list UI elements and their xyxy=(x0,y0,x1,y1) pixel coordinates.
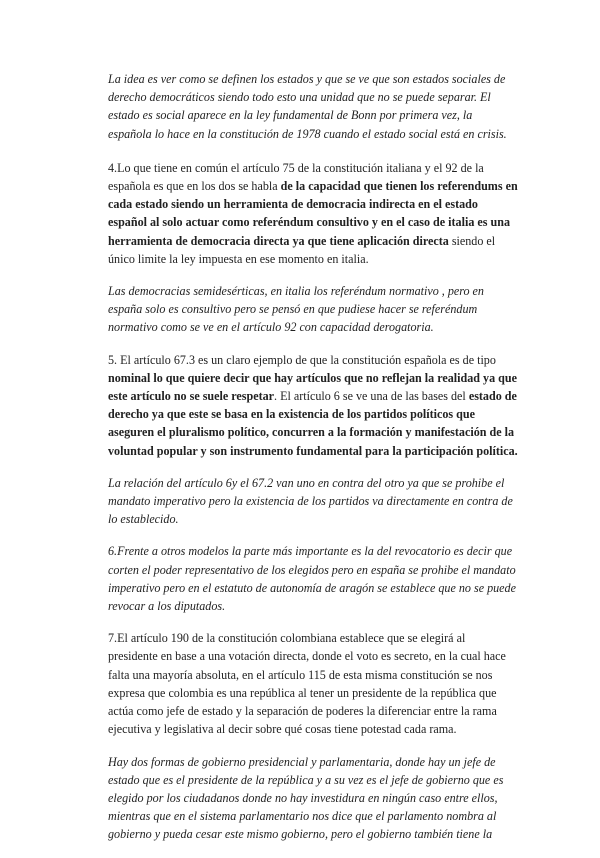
paragraph-bold-text: de la capacidad que tienen los referendums en cada estado siendo un herramienta de democracia indirecta en el estado español al solo actuar como referéndum consultivo y en el caso de italia es una herramienta de democracia directa ya que tiene aplicación directa xyxy=(108,179,518,248)
paragraph-note-7 xyxy=(108,753,518,844)
paragraph-question-5 xyxy=(108,351,518,460)
paragraph-question-6 xyxy=(108,542,518,615)
paragraph-text: 7.El artículo 190 de la constitución colombiana establece que se elegirá al presidente en base a una votación directa, donde el voto es secreto, en la cual hace falta una mayoría absoluta, en el artículo 115 de esta misma constitución se nos expresa que colombia es una república al tener un presidente de la república que actúa como jefe de estado y la separación de poderes la diferenciar entre la rama ejecutiva y legislativa al decir sobre qué cosas tiene potestad cada rama. xyxy=(108,631,506,737)
paragraph-text: Las democracias semidesérticas, en italia los referéndum normativo , pero en españa solo es consultivo pero se pensó en que pudiese hacer se referéndum normativo como se ve en el artículo 92 con capacidad derogatoria. xyxy=(108,284,484,335)
paragraph-text: La relación del artículo 6y el 67.2 van uno en contra del otro ya que se prohibe el mandato imperativo pero la existencia de los partidos va directamente en contra de lo establecido. xyxy=(108,475,513,527)
paragraph-text: siendo el único limite la ley impuesta en ese momento en italia. xyxy=(108,233,496,266)
document-page xyxy=(108,70,518,858)
paragraph-text: Hay dos formas de gobierno presidencial y parlamentaria, donde hay un jefe de estado que es el presidente de la república y a su vez es el jefe de gobierno que es elegido por los ciudadanos donde no hay investidura en ningún caso entre ellos, mientras que en el sistema parlamentario nos dice que el parlamento nombra al gobierno y pueda cesar este mismo gobierno, pero el gobierno también tiene la xyxy=(108,754,504,842)
paragraph-intro xyxy=(108,70,518,143)
paragraph-note-5 xyxy=(108,474,518,529)
paragraph-text: 6.Frente a otros modelos la parte más importante es la del revocatorio es decir que corten el poder representativo de los elegidos pero en españa se prohibe el mandato imperativo pero en el estatuto de autonomía de aragón se establece que no se puede revocar a los diputados. xyxy=(108,544,516,614)
paragraph-text: La idea es ver como se definen los estados y que se ve que son estados sociales de derecho democráticos siendo todo esto una unidad que no se puede separar. El estado es social aparece en la ley fundamental de Bonn por primera vez, la española lo hace en la constitución de 1978 cuando el estado social está en crisis. xyxy=(108,72,507,141)
paragraph-question-4 xyxy=(108,159,518,268)
paragraph-text: 4.Lo que tiene en común el artículo 75 de la constitución italiana y el 92 de la española es que en los dos se habla xyxy=(108,160,484,194)
paragraph-text: . El artículo 6 se ve una de las bases del xyxy=(274,389,469,404)
paragraph-text: 5. El artículo 67.3 es un claro ejemplo de que la constitución española es de tipo xyxy=(108,352,496,367)
paragraph-note-4 xyxy=(108,282,518,337)
paragraph-question-7 xyxy=(108,629,518,738)
paragraph-bold-text: nominal lo que quiere decir que hay artículos que no reflejan la realidad ya que este artículo no se suele respetar xyxy=(108,370,517,404)
paragraph-bold-text: estado de derecho ya que este se basa en la existencia de los partidos políticos que aseguren el pluralismo político, concurren a la formación y manifestación de la voluntad popular y son instrumento fundamental para la participación política. xyxy=(108,389,518,458)
